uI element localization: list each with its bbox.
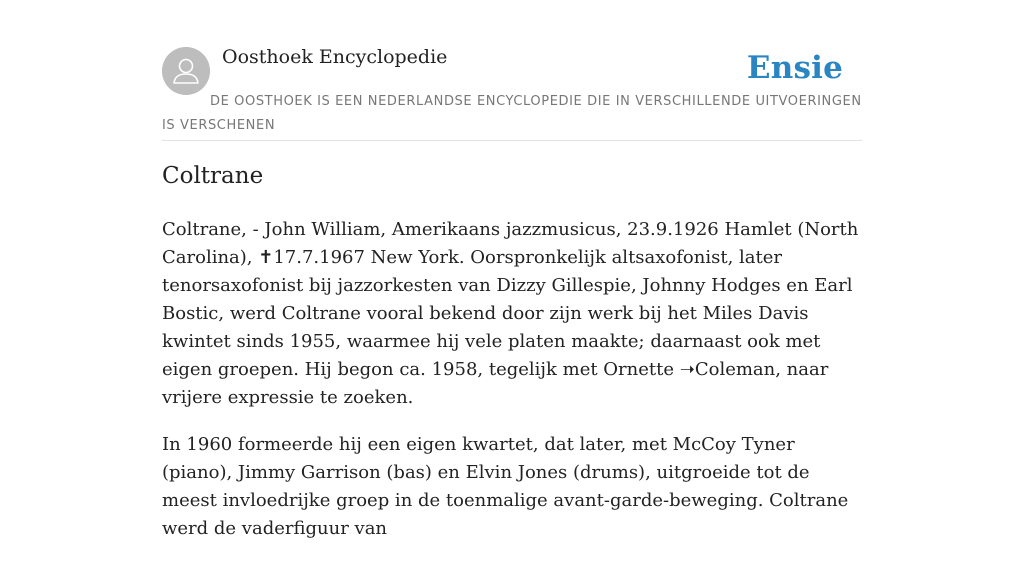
source-title-link[interactable]: Oosthoek Encyclopedie [222, 46, 448, 68]
source-header [162, 0, 862, 141]
page-container [162, 0, 862, 539]
article-paragraph: Coltrane, - John William, Amerikaans jazzmusicus, 23.9.1926 Hamlet (North Carolina), ✝17.7.1967 New York. Oorspronkelijk altsaxofonist, later tenorsaxofonist bij jazzorkesten van Dizzy Gillespie, Johnny Hodges en Earl Bostic, werd Coltrane vooral bekend door zijn werk bij het Miles Davis kwintet sinds 1955, waarmee hij vele platen maakte; daarnaast ook met eigen groepen. Hij begon ca. 1958, tegelijk met Ornette ➝Coleman, naar vrijere expressie te zoeken. [162, 219, 859, 408]
user-avatar-icon[interactable] [162, 47, 210, 95]
article-body [162, 216, 862, 562]
article-title: Coltrane [162, 163, 264, 189]
brand-logo-link[interactable]: Ensie [746, 50, 843, 86]
article-paragraph: In 1960 formeerde hij een eigen kwartet, dat later, met McCoy Tyner (piano), Jimmy Garrison (bas) en Elvin Jones (drums), uitgroeide tot de meest invloedrijke groep in de toenmalige avant-garde-beweging. Coltrane werd de vaderfiguur van [162, 434, 849, 539]
source-tagline: DE OOSTHOEK IS EEN NEDERLANDSE ENCYCLOPEDIE DIE IN VERSCHILLENDE UITVOERINGEN IS VERSCHENEN [162, 94, 862, 133]
